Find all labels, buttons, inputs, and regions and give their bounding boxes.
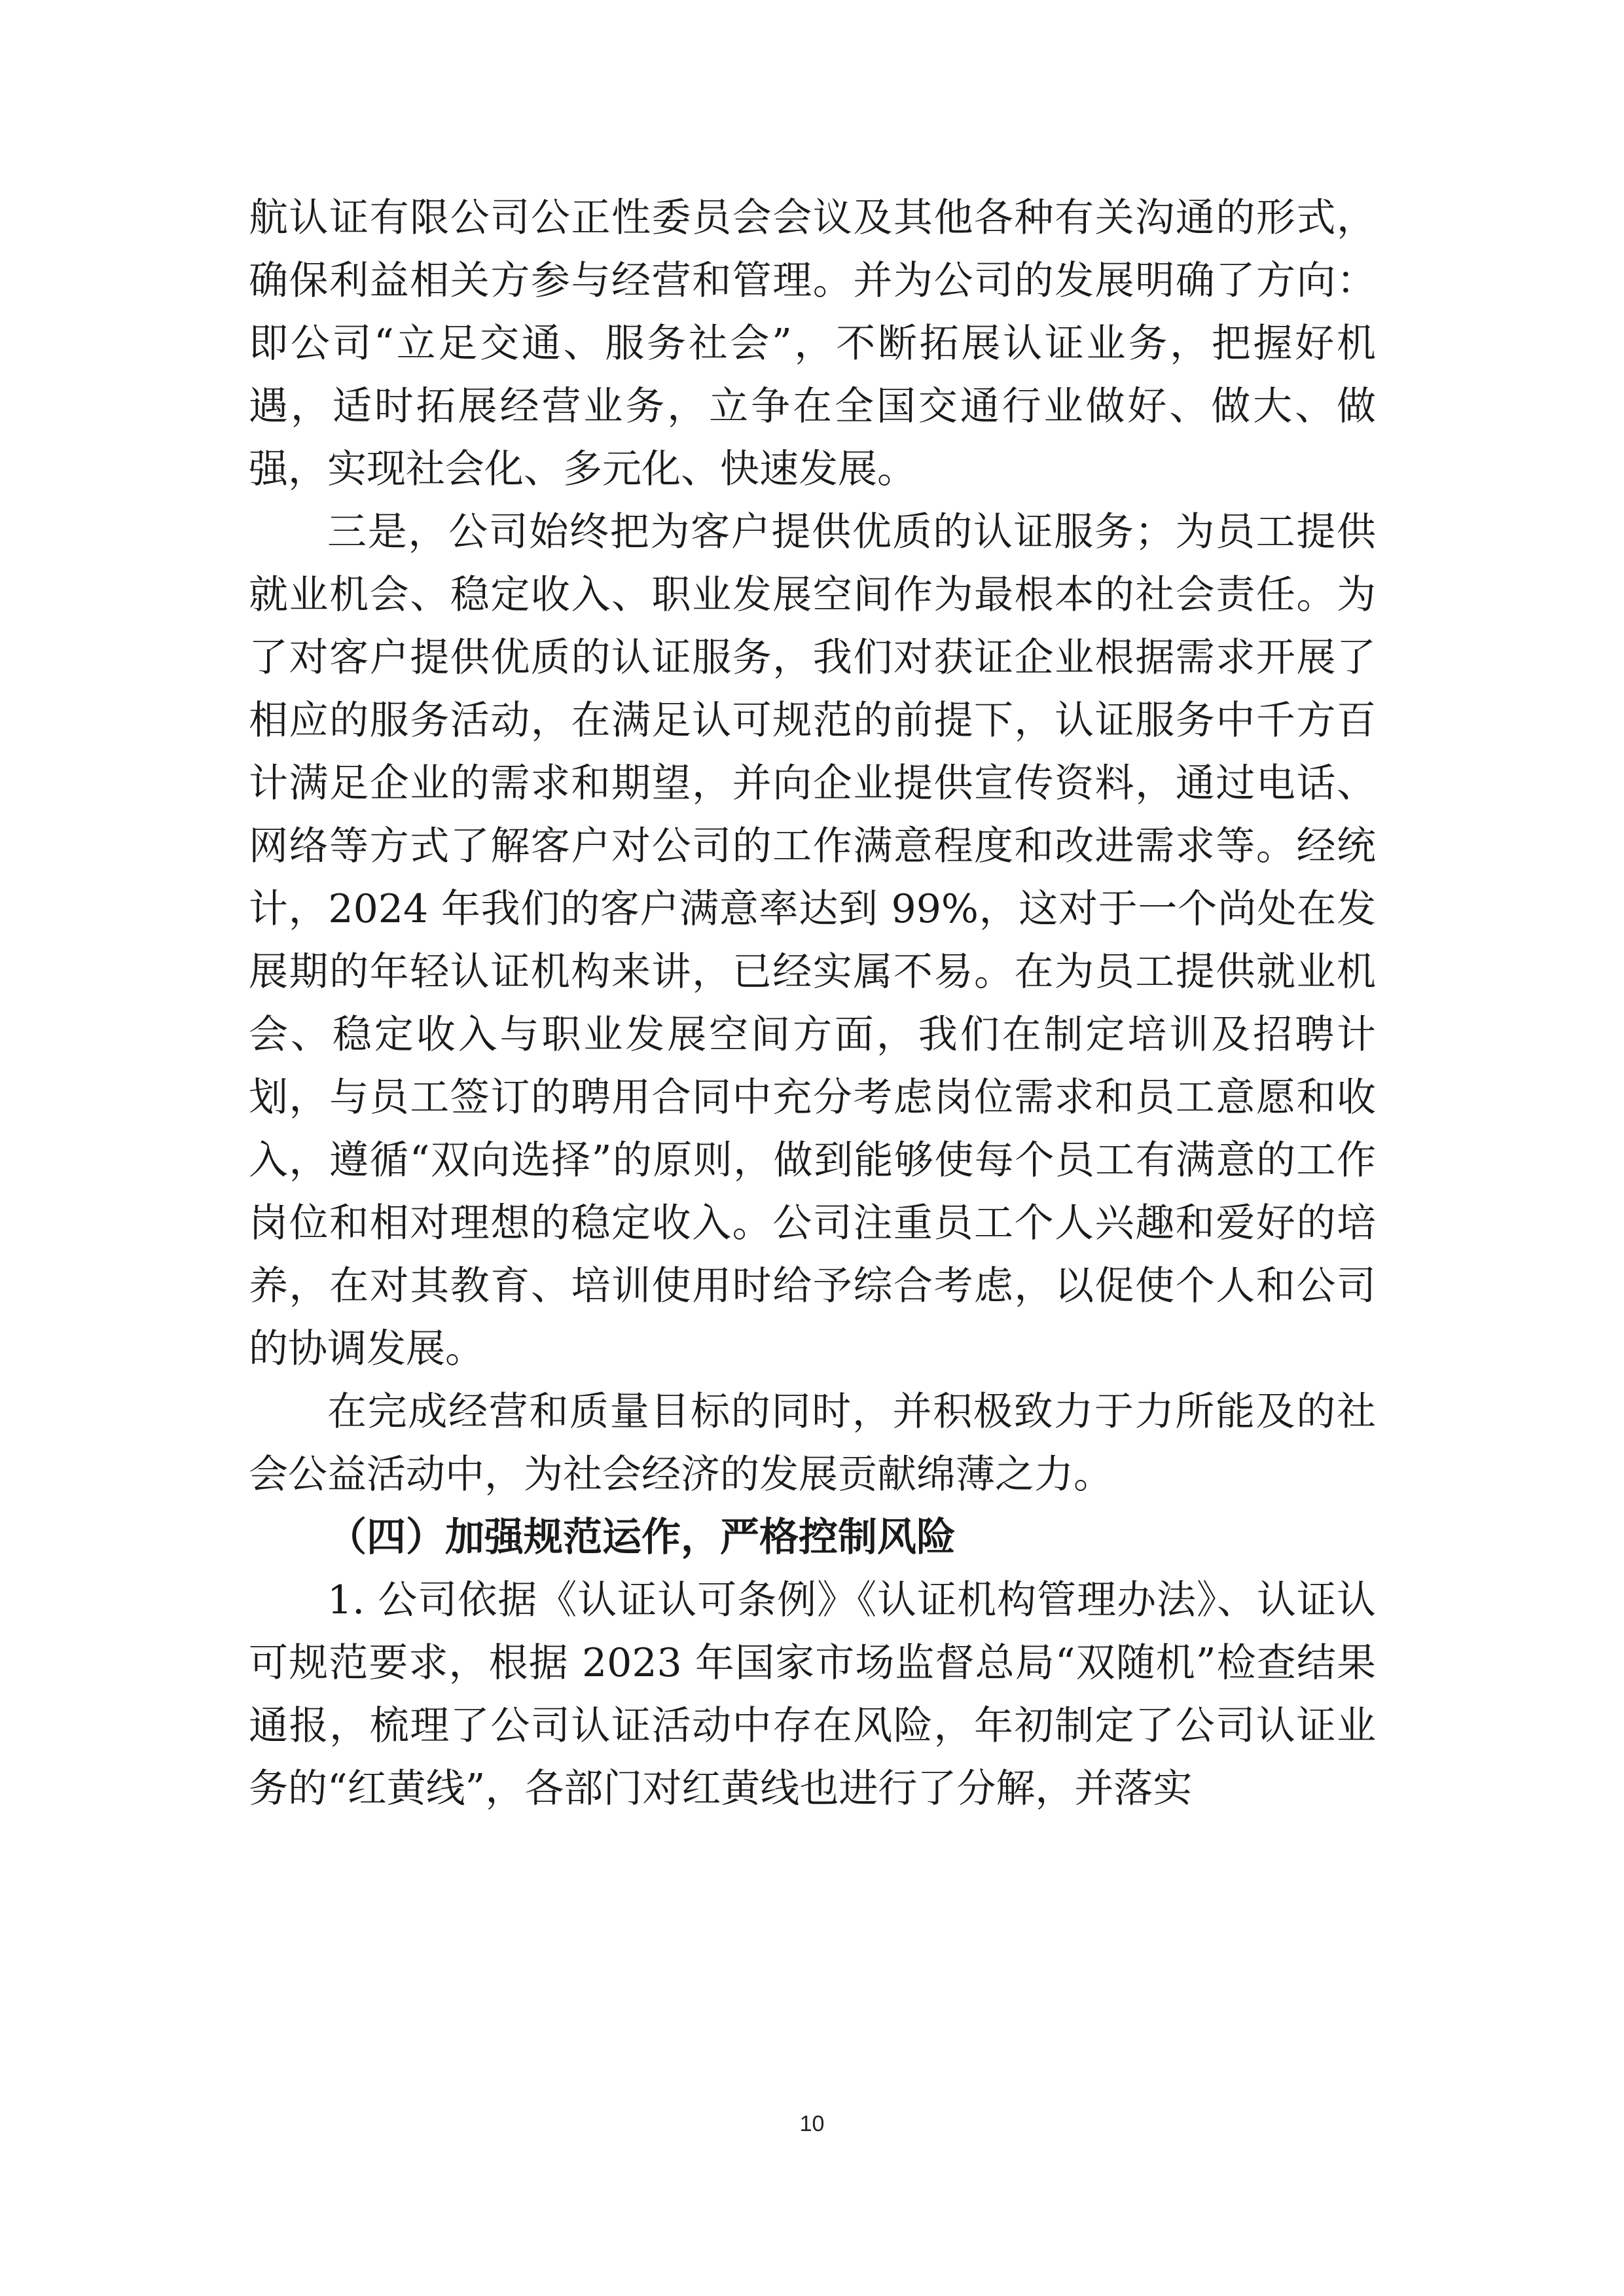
page-number: 10	[799, 2111, 825, 2136]
section-heading: （四）加强规范运作，严格控制风险	[327, 1515, 956, 1560]
paragraph-continuation: 航认证有限公司公正性委员会会议及其他各种有关沟通的形式，确保利益相关方参与经营和管理。并为公司的发展明确了方向：即公司“立足交通、服务社会”，不断拓展认证业务，把握好机遇，适时拓展经营业务，立争在全国交通行业做好、做大、做强，实现社会化、多元化、快速发展。	[249, 195, 1376, 492]
document-body	[249, 187, 1376, 1820]
paragraph-social-responsibility: 三是，公司始终把为客户提供优质的认证服务；为员工提供就业机会、稳定收入、职业发展空间作为最根本的社会责任。为了对客户提供优质的认证服务，我们对获证企业根据需求开展了相应的服务活动，在满足认可规范的前提下，认证服务中千方百计满足企业的需求和期望，并向企业提供宣传资料，通过电话、网络等方式了解客户对公司的工作满意程度和改进需求等。经统计，2024 年我们的客户满意率达到 99%，这对于一个尚处在发展期的年轻认证机构来讲，已经实属不易。在为员工提供就业机会、稳定收入与职业发展空间方面，我们在制定培训及招聘计划，与员工签订的聘用合同中充分考虑岗位需求和员工意愿和收入，遵循“双向选择”的原则，做到能够使每个员工有满意的工作岗位和相对理想的稳定收入。公司注重员工个人兴趣和爱好的培养，在对其教育、培训使用时给予综合考虑，以促使个人和公司的协调发展。	[249, 509, 1376, 1372]
paragraph-item-1: 1. 公司依据《认证认可条例》《认证机构管理办法》、认证认可规范要求，根据 2023 年国家市场监督总局“双随机”检查结果通报，梳理了公司认证活动中存在风险，年初制定了公司认证业务的“红黄线”，各部门对红黄线也进行了分解，并落实	[249, 1577, 1376, 1812]
paragraph-public-welfare: 在完成经营和质量目标的同时，并积极致力于力所能及的社会公益活动中，为社会经济的发展贡献绵薄之力。	[249, 1389, 1376, 1498]
